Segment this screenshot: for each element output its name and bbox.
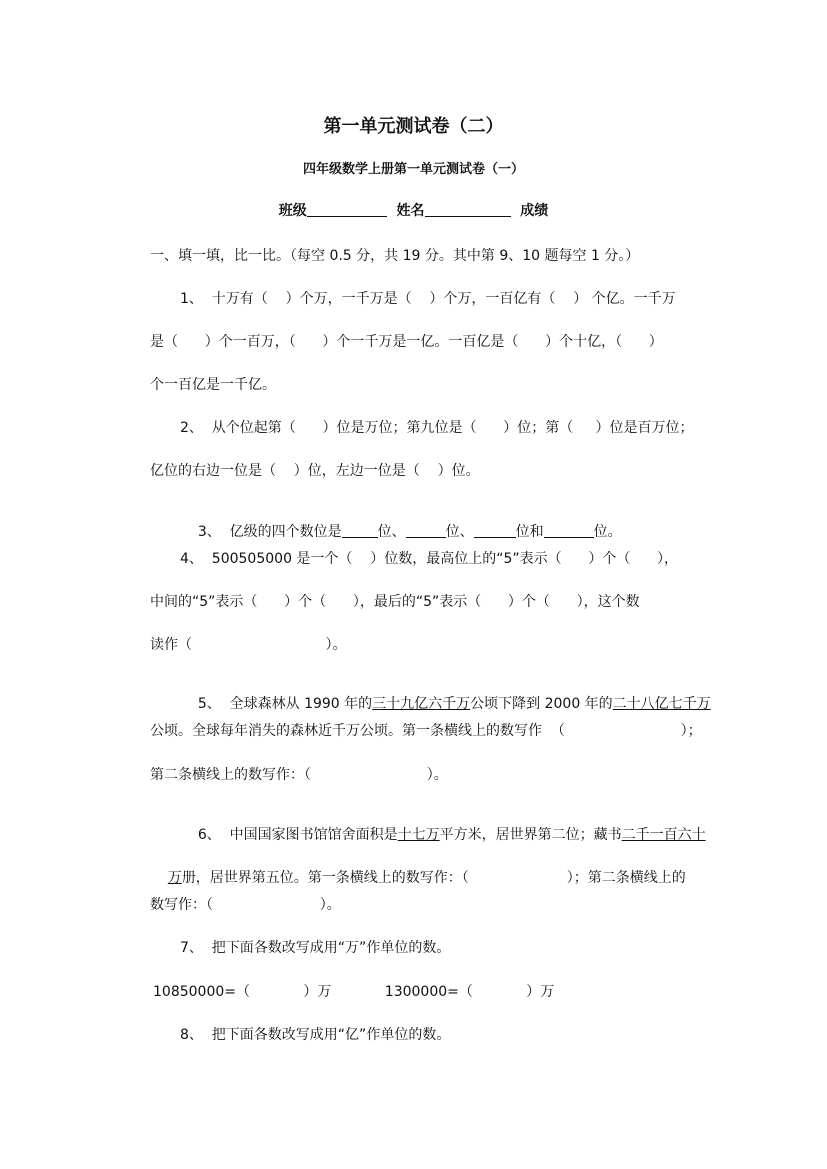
- class-blank[interactable]: [307, 202, 387, 217]
- q2-line-2: 亿位的右边一位是（ ）位，左边一位是（ ）位。: [150, 463, 480, 479]
- student-info-line: [0, 200, 827, 220]
- q3-prompt: 3、 亿级的四个数位是: [197, 524, 342, 540]
- q3-blank-3[interactable]: [474, 523, 516, 538]
- q3-blank-4[interactable]: [544, 523, 594, 538]
- q5-line-2: 公顷。全球每年消失的森林近千万公顷。第一条横线上的数写作 （ ）；: [150, 723, 702, 739]
- q1-line-1: 1、 十万有（ ）个万，一千万是（ ）个万，一百亿有（ ） 个亿。一千万: [180, 291, 676, 307]
- page-subtitle: 四年级数学上册第一单元测试卷（一）: [302, 162, 524, 177]
- q1-line-2: 是（ ）个一百万，（ ）个一千万是一亿。一百亿是（ ）个十亿，（ ）: [150, 334, 663, 350]
- score-label: 成绩: [520, 203, 549, 219]
- q3-word-2: 位、: [445, 524, 474, 540]
- class-label: 班级: [278, 203, 307, 219]
- q8-line-1: 8、 把下面各数改写成用“亿”作单位的数。: [180, 1027, 451, 1043]
- q6-line-2-rest: 册，居世界第五位。第一条横线上的数写作：（ ）；第二条横线上的: [181, 870, 686, 886]
- page-title: 第一单元测试卷（二）: [323, 116, 504, 137]
- q7-line-1: 7、 把下面各数改写成用“万”作单位的数。: [180, 940, 451, 956]
- q6-text-a: 6、 中国国家图书馆馆舍面积是: [197, 827, 398, 843]
- q4-line-1: 4、 500505000 是一个（ ）位数，最高位上的“5”表示（ ）个（ ），: [180, 551, 679, 567]
- q4-line-3: 读作（ ）。: [150, 637, 347, 653]
- name-blank[interactable]: [425, 202, 511, 217]
- q5-underlined-1: 三十九亿六千万: [372, 696, 471, 712]
- q5-line-3: 第二条横线上的数写作：（ ）。: [150, 767, 448, 783]
- q1-line-3: 个一百亿是一千亿。: [150, 377, 276, 393]
- name-label: 姓名: [396, 203, 425, 219]
- section-heading: 一、填一填，比一比。（每空 0.5 分，共 19 分。其中第 9、10 题每空 1 分。）: [150, 248, 640, 264]
- q5-underlined-2: 二十八亿七千万: [612, 696, 711, 712]
- q3-blank-1[interactable]: [342, 523, 378, 538]
- q6-underlined-1: 十七万: [397, 827, 440, 843]
- q7-line-2: 10850000=（ ）万 1300000=（ ）万: [153, 984, 555, 1000]
- q5-text-a: 5、 全球森林从 1990 年的: [197, 696, 373, 712]
- q6-underlined-3: 万: [167, 870, 182, 886]
- q4-line-2: 中间的“5”表示（ ）个（ ），最后的“5”表示（ ）个（ ），这个数: [150, 594, 640, 610]
- q3-word-1: 位、: [377, 524, 406, 540]
- q2-line-1: 2、 从个位起第（ ）位是万位；第九位是（ ）位；第（ ）位是百万位；: [180, 420, 694, 436]
- q6-text-b: 平方米，居世界第二位；藏书: [439, 827, 622, 843]
- q3-word-4: 位。: [593, 524, 622, 540]
- q3-blank-2[interactable]: [406, 523, 446, 538]
- q6-underlined-2: 二千一百六十: [621, 827, 706, 843]
- q6-line-3: 数写作：（ ）。: [150, 897, 341, 913]
- q3-word-3: 位和: [515, 524, 544, 540]
- q5-text-b: 公顷下降到 2000 年的: [470, 696, 613, 712]
